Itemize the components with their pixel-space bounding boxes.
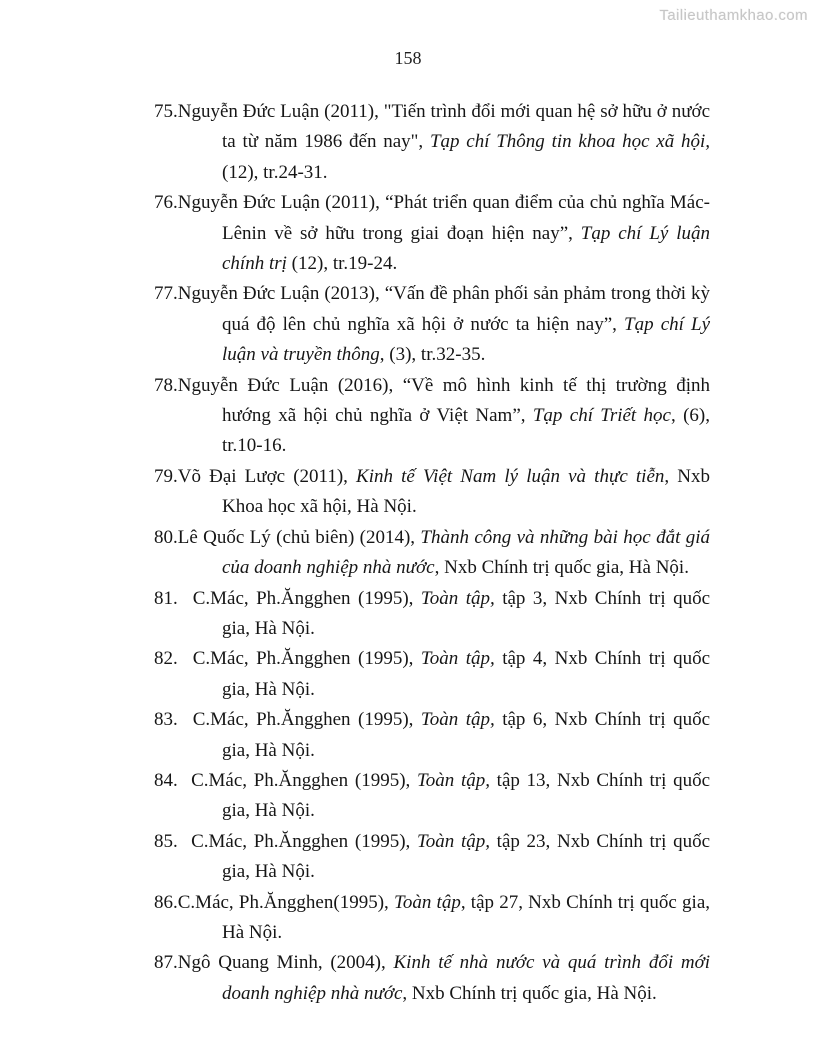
reference-number: 84. [154, 769, 178, 791]
reference-text: , Nxb Chính trị quốc gia, Hà Nội. [434, 557, 689, 579]
reference-entry [154, 279, 710, 370]
reference-text: Võ Đại Lược (2011), [177, 465, 357, 487]
reference-text: tập 23, Nxb Chính trị quốc gia, Hà Nội. [222, 830, 710, 883]
reference-entry [154, 888, 710, 949]
reference-entry [154, 371, 710, 462]
reference-title-italic: Tạp chí Lý luận chính trị [222, 222, 710, 275]
reference-title-italic: Toàn tập [394, 891, 461, 913]
reference-text: Lê Quốc Lý (chủ biên) (2014), [177, 526, 421, 548]
reference-text: C.Mác, Ph.Ăngghen (1995), [177, 648, 421, 670]
reference-title-italic: Toàn tập, [420, 648, 495, 670]
reference-text: tập 3, Nxb Chính trị quốc gia, Hà Nội. [222, 587, 710, 639]
reference-text: , (6), tr.10-16. [222, 405, 710, 457]
reference-title-italic: Toàn tập, [420, 587, 495, 609]
reference-text: tập 13, Nxb Chính trị quốc gia, Hà Nội. [222, 769, 710, 822]
reference-text: tập 4, Nxb Chính trị quốc gia, Hà Nội. [222, 648, 710, 700]
reference-text: Nguyễn Đức Luận (2016), “Về mô hình kinh tế thị trường định hướng xã hội chủ nghĩa ở Việt Nam”, [177, 374, 710, 427]
reference-title-italic: Tạp chí Lý luận và truyền thông [222, 313, 711, 366]
reference-entry [154, 644, 710, 705]
reference-text: , (3), tr.32-35. [379, 344, 486, 366]
reference-title-italic: Tạp chí Thông tin khoa học xã hội, [429, 131, 710, 153]
reference-text: C.Mác, Ph.Ăngghen (1995), [177, 830, 417, 852]
reference-number: 79. [154, 465, 178, 487]
reference-number: 78. [154, 374, 178, 396]
reference-number: 85. [154, 830, 178, 852]
reference-text: (12), tr.24-31. [222, 161, 328, 183]
reference-number: 82. [154, 648, 178, 670]
reference-text: , tập 27, Nxb Chính trị quốc gia, Hà Nội. [222, 891, 711, 943]
reference-title-italic: Toàn tập, [420, 709, 495, 731]
reference-title-italic: Tạp chí Triết học [532, 405, 671, 427]
reference-text: , Nxb Khoa học xã hội, Hà Nội. [222, 465, 710, 518]
reference-text: , Nxb Chính trị quốc gia, Hà Nội. [402, 982, 657, 1004]
reference-number: 83. [154, 709, 178, 731]
reference-title-italic: Kinh tế nhà nước và quá trình đổi mới doanh nghiệp nhà nước [222, 952, 710, 1004]
reference-number: 81. [154, 587, 178, 609]
reference-entry [154, 766, 710, 827]
reference-entry [154, 188, 710, 279]
reference-text: Ngô Quang Minh, (2004), [177, 952, 394, 974]
reference-text: C.Mác, Ph.Ăngghen(1995), [177, 891, 394, 913]
reference-text: (12), tr.19-24. [286, 253, 398, 275]
reference-entry [154, 584, 710, 645]
reference-text: Nguyễn Đức Luận (2013), “Vấn đề phân phối sản phảm trong thời kỳ quá độ lên chủ nghĩa xã hội ở nước ta hiện nay”, [177, 283, 710, 335]
reference-entry [154, 97, 710, 188]
reference-text: Nguyễn Đức Luận (2011), “Phát triển quan điểm của chủ nghĩa Mác-Lênin về sở hữu trong giai đoạn hiện nay”, [177, 192, 710, 244]
reference-text: tập 6, Nxb Chính trị quốc gia, Hà Nội. [222, 709, 710, 761]
reference-text: C.Mác, Ph.Ăngghen (1995), [177, 709, 421, 731]
reference-title-italic: Toàn tập, [416, 769, 490, 791]
reference-entry [154, 948, 710, 1009]
reference-number: 76. [154, 192, 178, 214]
reference-entry [154, 462, 710, 523]
reference-list [154, 97, 710, 1009]
reference-text: C.Mác, Ph.Ăngghen (1995), [177, 769, 417, 791]
reference-entry [154, 827, 710, 888]
reference-text: Nguyễn Đức Luận (2011), "Tiến trình đổi mới quan hệ sở hữu ở nước ta từ năm 1986 đến nay", [177, 101, 710, 153]
reference-entry [154, 705, 710, 766]
page-number: 158 [394, 48, 422, 68]
watermark-text: Tailieuthamkhao.com [659, 7, 808, 24]
reference-number: 86. [154, 891, 178, 913]
reference-text: C.Mác, Ph.Ăngghen (1995), [177, 587, 421, 609]
reference-title-italic: Thành công và những bài học đắt giá của doanh nghiệp nhà nước [222, 526, 710, 579]
reference-number: 80. [154, 526, 178, 548]
reference-number: 77. [154, 283, 178, 305]
reference-number: 87. [154, 952, 178, 974]
reference-entry [154, 523, 710, 584]
reference-number: 75. [154, 101, 178, 122]
reference-title-italic: Toàn tập, [416, 830, 490, 852]
reference-title-italic: Kinh tế Việt Nam lý luận và thực tiễn [356, 465, 665, 487]
